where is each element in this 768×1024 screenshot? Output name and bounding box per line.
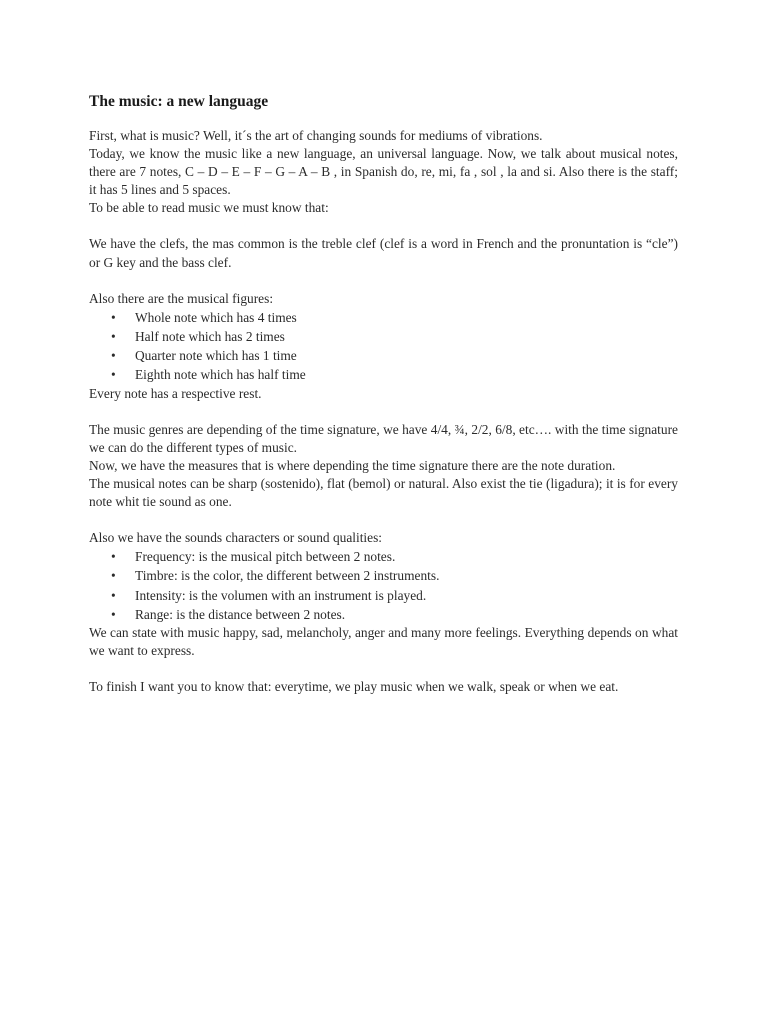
- figures-list: [89, 308, 678, 385]
- spacer: [89, 511, 678, 529]
- bullet-icon: •: [111, 568, 116, 584]
- spacer: [89, 217, 678, 235]
- intro-paragraph-1: First, what is music? Well, it´s the art of changing sounds for mediums of vibrations.: [89, 128, 543, 143]
- list-item-text: Whole note which has 4 times: [135, 309, 297, 325]
- spacer: [89, 403, 678, 421]
- list-item: [89, 308, 678, 327]
- sounds-intro: Also we have the sounds characters or sound qualities:: [89, 530, 383, 546]
- list-item-text: Quarter note which has 1 time: [135, 348, 297, 364]
- list-item-text: Half note which has 2 times: [135, 328, 285, 344]
- clefs-paragraph: We have the clefs, the mas common is the treble clef (clef is a word in French and the pronuntation is “cle”) or G key and the bass clef.: [89, 236, 678, 270]
- list-item-text: Range: is the distance between 2 notes.: [135, 606, 346, 622]
- list-item: [89, 566, 678, 585]
- bullet-icon: •: [111, 587, 116, 603]
- bullet-icon: •: [111, 328, 116, 344]
- document-page: [89, 92, 678, 696]
- bullet-icon: •: [111, 367, 116, 383]
- list-item: [89, 346, 678, 365]
- list-item: [89, 605, 678, 624]
- feelings-paragraph: We can state with music happy, sad, melancholy, anger and many more feelings. Everything depends on what we want to express.: [89, 625, 678, 659]
- rest-note-paragraph: Every note has a respective rest.: [89, 385, 262, 401]
- list-item: [89, 365, 678, 384]
- list-item-text: Eighth note which has half time: [135, 367, 306, 383]
- bullet-icon: •: [111, 348, 116, 364]
- figures-intro: Also there are the musical figures:: [89, 290, 274, 306]
- list-item: [89, 327, 678, 346]
- genres-paragraph-2: Now, we have the measures that is where depending the time signature there are the note duration.: [89, 457, 616, 473]
- intro-paragraph-3: To be able to read music we must know that:: [89, 200, 329, 216]
- intro-paragraph-2: Today, we know the music like a new language, an universal language. Now, we talk about musical notes, there are 7 notes, C – D – E – F – G – A – B , in Spanish do, re, mi, fa , sol , la and si. Also there is the staff; it has 5 lines and 5 spaces.: [89, 146, 678, 198]
- list-item-text: Timbre: is the color, the different between 2 instruments.: [135, 568, 440, 584]
- list-item: [89, 586, 678, 605]
- spacer: [89, 272, 678, 290]
- spacer: [89, 660, 678, 678]
- genres-paragraph-1: The music genres are depending of the time signature, we have 4/4, ¾, 2/2, 6/8, etc…. with the time signature we can do the different types of music.: [89, 421, 678, 455]
- sounds-list: [89, 547, 678, 624]
- bullet-icon: •: [111, 549, 116, 565]
- finish-paragraph: To finish I want you to know that: everytime, we play music when we walk, speak or when we eat.: [89, 679, 619, 695]
- bullet-icon: •: [111, 606, 116, 622]
- document-title: The music: a new language: [89, 93, 269, 110]
- list-item-text: Intensity: is the volumen with an instrument is played.: [135, 587, 427, 603]
- list-item: [89, 547, 678, 566]
- bullet-icon: •: [111, 309, 116, 325]
- list-item-text: Frequency: is the musical pitch between 2 notes.: [135, 549, 396, 565]
- genres-paragraph-3: The musical notes can be sharp (sostenido), flat (bemol) or natural. Also exist the tie (ligadura); it is for every note whit tie sound as one.: [89, 475, 678, 510]
